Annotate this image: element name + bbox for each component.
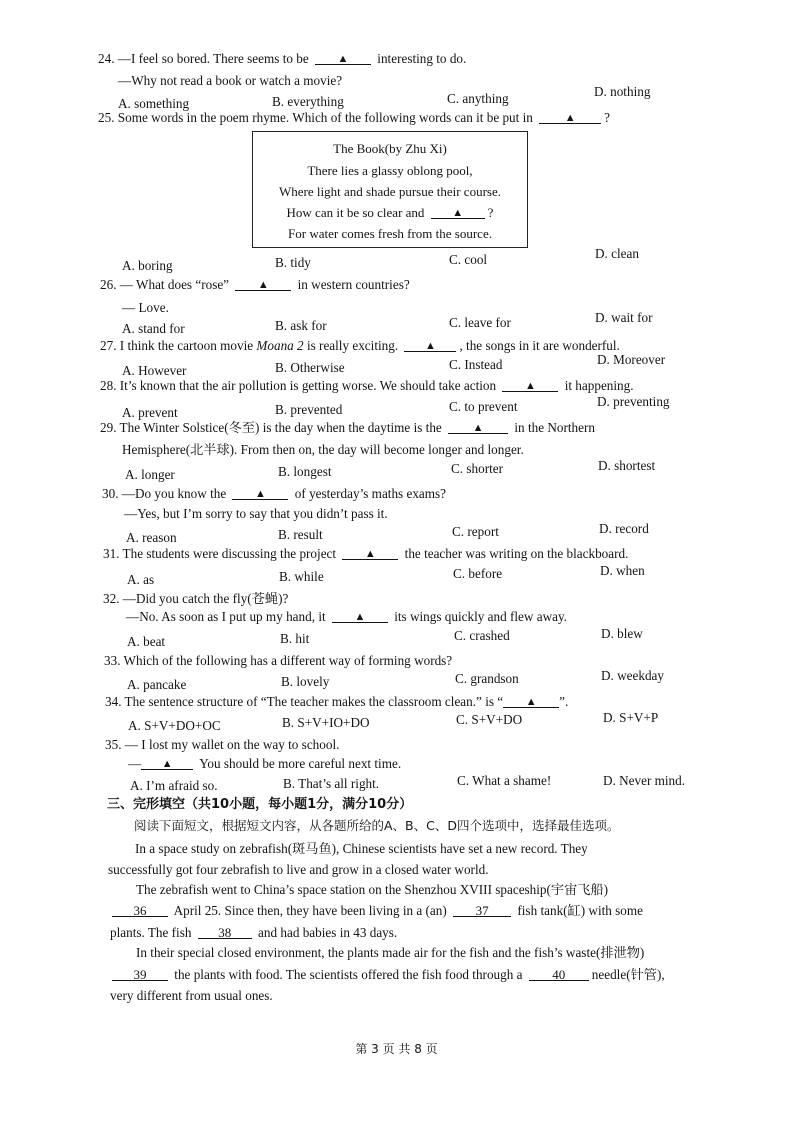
q27-stem: 27. I think the cartoon movie Moana 2 is really exciting. ▲ , the songs in it are wonderful.: [100, 338, 620, 353]
q24-option-d[interactable]: D. nothing: [594, 84, 651, 99]
q30-option-c[interactable]: C. report: [452, 524, 499, 539]
passage-p3-line2: 39 the plants with food. The scientists offered the fish food through a 40 needle(针管),: [112, 966, 665, 984]
poem-line-2: Where light and shade pursue their course.: [278, 184, 501, 199]
q31-number: 31.: [103, 546, 120, 561]
q28-option-b[interactable]: B. prevented: [275, 402, 343, 417]
q24-option-c[interactable]: C. anything: [447, 91, 509, 106]
q34-option-a[interactable]: A. S+V+DO+OC: [128, 718, 221, 733]
cloze-blank-36[interactable]: 36: [112, 902, 168, 917]
q33-option-a[interactable]: A. pancake: [127, 677, 187, 692]
q35-blank[interactable]: ▲: [141, 755, 193, 770]
q34-option-d[interactable]: D. S+V+P: [603, 710, 659, 725]
passage-p3-line1: In their special closed environment, the plants made air for the fish and the fish’s waste(排泄物): [136, 945, 645, 960]
q32-stem: 32. —Did you catch the fly(苍蝇)?: [103, 591, 289, 606]
q24-blank[interactable]: ▲: [315, 50, 371, 65]
q35-option-d[interactable]: D. Never mind.: [603, 773, 686, 788]
q35-option-a[interactable]: A. I’m afraid so.: [130, 778, 218, 793]
q34-option-c[interactable]: C. S+V+DO: [456, 712, 523, 727]
q24-number: 24.: [98, 51, 115, 66]
q35-stem: 35. — I lost my wallet on the way to school.: [105, 737, 340, 752]
q32-option-c[interactable]: C. crashed: [454, 628, 510, 643]
poem-line-1: There lies a glassy oblong pool,: [307, 163, 473, 178]
q25-option-a[interactable]: A. boring: [122, 258, 173, 273]
q26-option-c[interactable]: C. leave for: [449, 315, 511, 330]
q28-number: 28.: [100, 378, 117, 393]
q29-number: 29.: [100, 420, 117, 435]
passage-p2-line1: The zebrafish went to China’s space station on the Shenzhou XVIII spaceship(宇宙飞船): [136, 882, 609, 897]
q25-option-b[interactable]: B. tidy: [275, 255, 311, 270]
q29-option-b[interactable]: B. longest: [278, 464, 332, 479]
q30-response: —Yes, but I’m sorry to say that you didn’t pass it.: [124, 506, 388, 521]
q26-option-d[interactable]: D. wait for: [595, 310, 653, 325]
passage-p1-line1: In a space study on zebrafish(斑马鱼), Chinese scientists have set a new record. They: [135, 841, 588, 856]
q34-stem: 34. The sentence structure of “The teacher makes the classroom clean.” is “ ▲ ”.: [105, 694, 569, 709]
poem-line-4: For water comes fresh from the source.: [288, 226, 492, 241]
poem-title: The Book(by Zhu Xi): [333, 141, 447, 156]
q28-option-c[interactable]: C. to prevent: [449, 399, 518, 414]
q32-blank[interactable]: ▲: [332, 608, 388, 623]
q32-option-b[interactable]: B. hit: [280, 631, 310, 646]
q31-blank[interactable]: ▲: [342, 545, 398, 560]
q26-option-a[interactable]: A. stand for: [122, 321, 185, 336]
q29-line-2: Hemisphere(北半球). From then on, the day will become longer and longer.: [122, 442, 524, 457]
q33-option-c[interactable]: C. grandson: [455, 671, 519, 686]
q31-option-d[interactable]: D. when: [600, 563, 645, 578]
cloze-blank-37[interactable]: 37: [453, 902, 511, 917]
q33-number: 33.: [104, 653, 121, 668]
q28-option-d[interactable]: D. preventing: [597, 394, 670, 409]
q24-option-b[interactable]: B. everything: [272, 94, 344, 109]
q32-response: —No. As soon as I put up my hand, it ▲ its wings quickly and flew away.: [126, 609, 567, 624]
q30-number: 30.: [102, 486, 119, 501]
q26-stem: 26. — What does “rose” ▲ in western countries?: [100, 277, 410, 292]
q35-response: — ▲ You should be more careful next time.: [128, 756, 402, 771]
q27-option-b[interactable]: B. Otherwise: [275, 360, 345, 375]
q32-option-a[interactable]: A. beat: [127, 634, 166, 649]
poem-line-3: How can it be so clear and ▲ ?: [286, 205, 494, 220]
poem-box: [252, 131, 528, 248]
q25-option-c[interactable]: C. cool: [449, 252, 488, 267]
q28-option-a[interactable]: A. prevent: [122, 405, 178, 420]
q34-blank[interactable]: ▲: [503, 693, 559, 708]
q29-option-c[interactable]: C. shorter: [451, 461, 504, 476]
q27-blank[interactable]: ▲: [404, 337, 456, 352]
q29-option-a[interactable]: A. longer: [125, 467, 175, 482]
q31-stem: 31. The students were discussing the project ▲ the teacher was writing on the blackboard.: [103, 546, 629, 561]
q29-stem: 29. The Winter Solstice(冬至) is the day when the daytime is the ▲ in the Northern: [100, 420, 595, 435]
q26-number: 26.: [100, 277, 117, 292]
q25-option-d[interactable]: D. clean: [595, 246, 639, 261]
q24-option-a[interactable]: A. something: [118, 96, 190, 111]
section-heading: 三、完形填空（共10小题，每小题1分，满分10分）: [107, 797, 413, 812]
q29-option-d[interactable]: D. shortest: [598, 458, 656, 473]
q31-option-c[interactable]: C. before: [453, 566, 503, 581]
q34-option-b[interactable]: B. S+V+IO+DO: [282, 715, 370, 730]
q33-stem: 33. Which of the following has a different way of forming words?: [104, 653, 453, 668]
q26-blank[interactable]: ▲: [235, 276, 291, 291]
q30-option-d[interactable]: D. record: [599, 521, 649, 536]
q32-option-d[interactable]: D. blew: [601, 626, 643, 641]
cloze-blank-38[interactable]: 38: [198, 924, 252, 939]
q28-blank[interactable]: ▲: [502, 377, 558, 392]
cloze-blank-39[interactable]: 39: [112, 966, 168, 981]
page-footer: 第 3 页 共 8 页: [355, 1042, 438, 1056]
q28-stem: 28. It’s known that the air pollution is getting worse. We should take action ▲ it happening.: [100, 378, 634, 393]
q30-option-a[interactable]: A. reason: [126, 530, 177, 545]
q33-option-d[interactable]: D. weekday: [601, 668, 664, 683]
q29-blank[interactable]: ▲: [448, 419, 508, 434]
q27-number: 27.: [100, 338, 117, 353]
q31-option-a[interactable]: A. as: [127, 572, 155, 587]
poem-blank[interactable]: ▲: [431, 204, 485, 219]
q35-option-c[interactable]: C. What a shame!: [457, 773, 552, 788]
passage-p3-line3: very different from usual ones.: [110, 988, 273, 1003]
q34-number: 34.: [105, 694, 122, 709]
q25-blank[interactable]: ▲: [539, 109, 601, 124]
passage-p2-line3: plants. The fish 38 and had babies in 43 days.: [110, 925, 398, 940]
passage-p2-line2: 36 April 25. Since then, they have been living in a (an) 37 fish tank(缸) with some: [112, 902, 643, 920]
q30-stem: 30. —Do you know the ▲ of yesterday’s maths exams?: [102, 486, 447, 501]
passage-p1-line2: successfully got four zebrafish to live and grow in a closed water world.: [108, 862, 489, 877]
q25-stem: 25. Some words in the poem rhyme. Which of the following words can it be put in ▲ ?: [98, 110, 611, 125]
q25-number: 25.: [98, 110, 115, 125]
q35-option-b[interactable]: B. That’s all right.: [283, 776, 380, 791]
q26-option-b[interactable]: B. ask for: [275, 318, 327, 333]
q27-option-a[interactable]: A. However: [122, 363, 187, 378]
q33-option-b[interactable]: B. lovely: [281, 674, 330, 689]
q24-stem: 24. —I feel so bored. There seems to be ▲ interesting to do.: [98, 51, 467, 66]
q35-number: 35.: [105, 737, 122, 752]
q24-response: —Why not read a book or watch a movie?: [118, 73, 343, 88]
q27-option-c[interactable]: C. Instead: [449, 357, 503, 372]
q30-option-b[interactable]: B. result: [278, 527, 323, 542]
q30-blank[interactable]: ▲: [232, 485, 288, 500]
q27-option-d[interactable]: D. Moreover: [597, 352, 666, 367]
q31-option-b[interactable]: B. while: [279, 569, 324, 584]
q32-number: 32.: [103, 591, 120, 606]
section-instruction: 阅读下面短文，根据短文内容，从各题所给的A、B、C、D四个选项中，选择最佳选项。: [134, 818, 620, 833]
cloze-blank-40[interactable]: 40: [529, 966, 589, 981]
q26-response: — Love.: [122, 300, 169, 315]
